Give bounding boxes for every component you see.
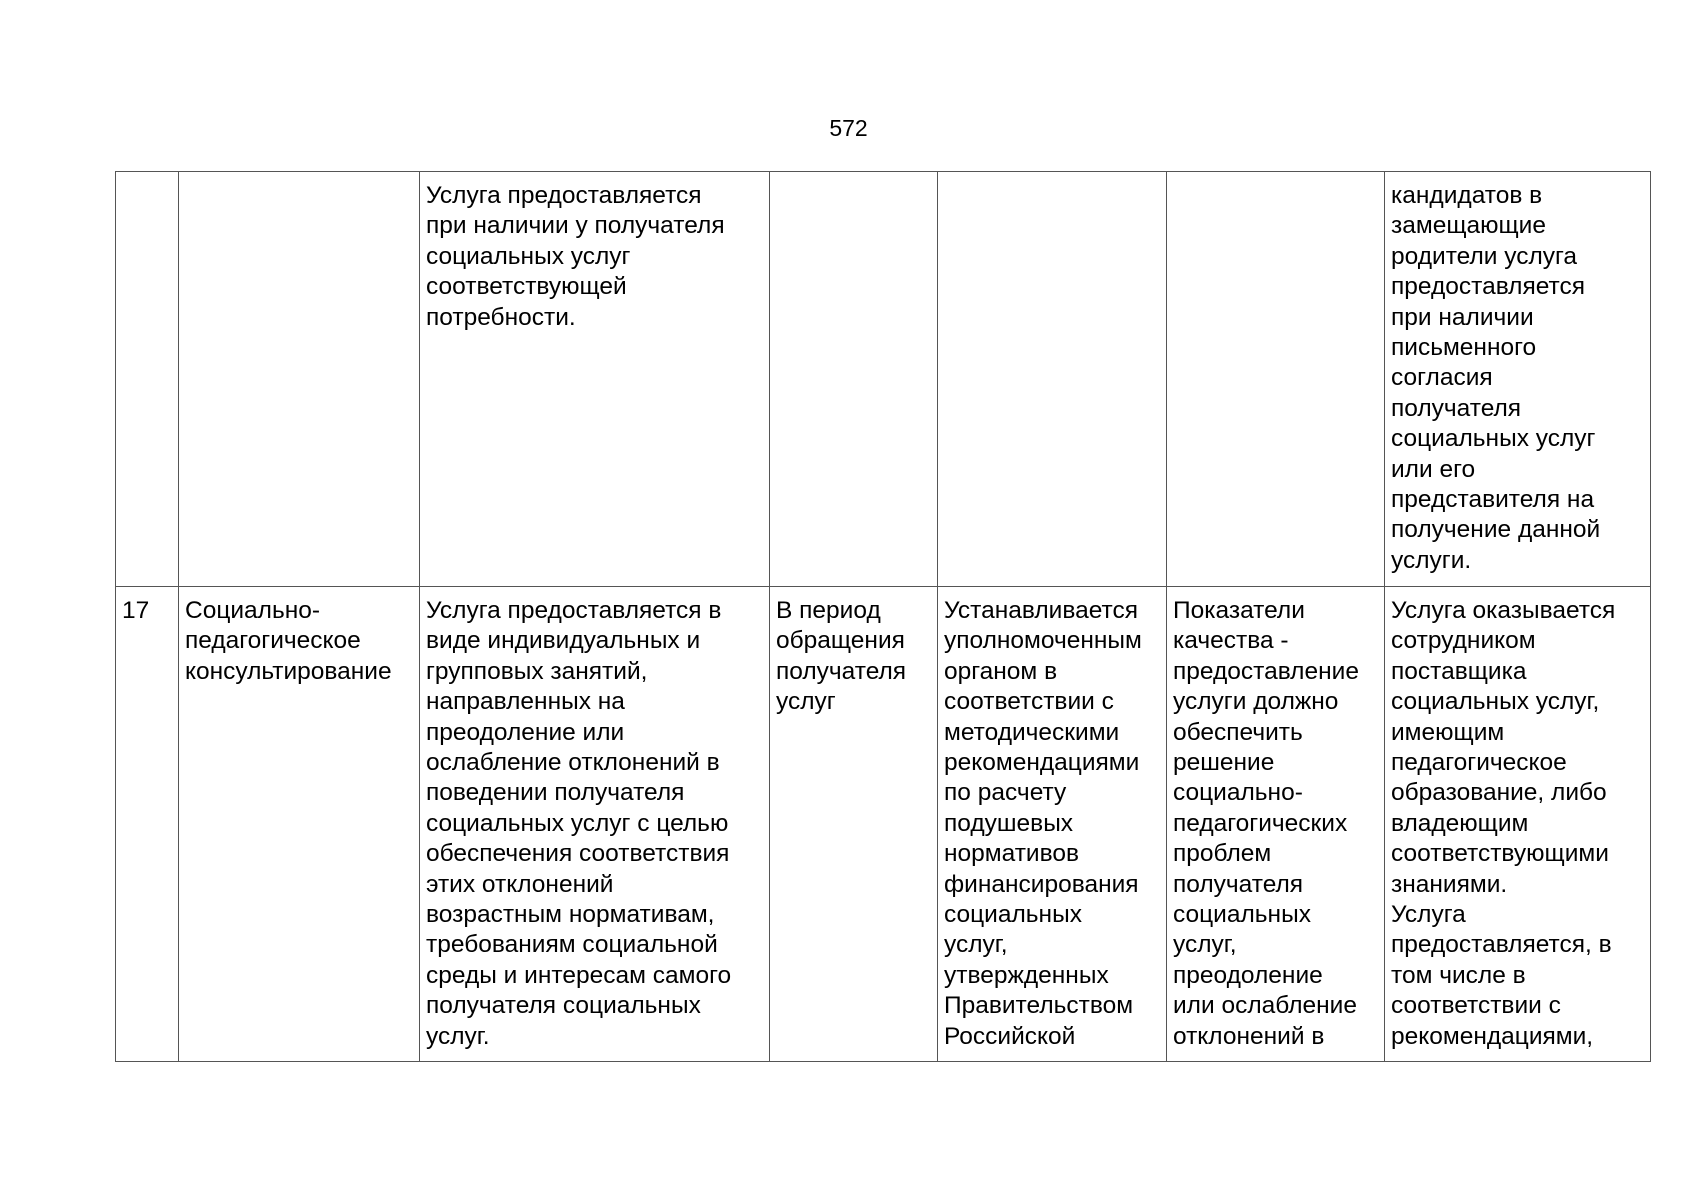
- service-quality-cell: Показатели качества - предоставление услуги должно обеспечить решение социально- педагогических проблем получателя социальных услуг, преодоление или ослабление отклонений в: [1167, 587, 1385, 1062]
- service-cost-cell: Устанавливается уполномоченным органом в соответствии с методическими рекомендациями по расчету подушевых нормативов финансирования социальных услуг, утвержденных Правительством Российской: [938, 587, 1167, 1062]
- service-cost-cell: [938, 172, 1167, 587]
- service-name-cell: [179, 172, 420, 587]
- row-number-cell: 17: [116, 587, 179, 1062]
- row-number-cell: [116, 172, 179, 587]
- service-description-cell: Услуга предоставляется при наличии у получателя социальных услуг соответствующей потребности.: [420, 172, 770, 587]
- service-conditions-cell: кандидатов в замещающие родители услуга предоставляется при наличии письменного согласия получателя социальных услуг или его представителя на получение данной услуги.: [1385, 172, 1651, 587]
- table-row: [116, 587, 1651, 1062]
- services-table: [115, 171, 1651, 1062]
- service-description-cell: Услуга предоставляется в виде индивидуальных и групповых занятий, направленных на преодоление или ослабление отклонений в поведении получателя социальных услуг с целью обеспечения соответствия этих отклонений возрастным нормативам, требованиям социальной среды и интересам самого получателя социальных услуг.: [420, 587, 770, 1062]
- table-row: [116, 172, 1651, 587]
- page-number: 572: [829, 115, 868, 141]
- service-name-cell: Социально- педагогическое консультирование: [179, 587, 420, 1062]
- service-period-cell: В период обращения получателя услуг: [770, 587, 938, 1062]
- service-quality-cell: [1167, 172, 1385, 587]
- service-period-cell: [770, 172, 938, 587]
- service-conditions-cell: Услуга оказывается сотрудником поставщика социальных услуг, имеющим педагогическое образование, либо владеющим соответствующими знаниями. Услуга предоставляется, в том числе в соответствии с рекомендациями,: [1385, 587, 1651, 1062]
